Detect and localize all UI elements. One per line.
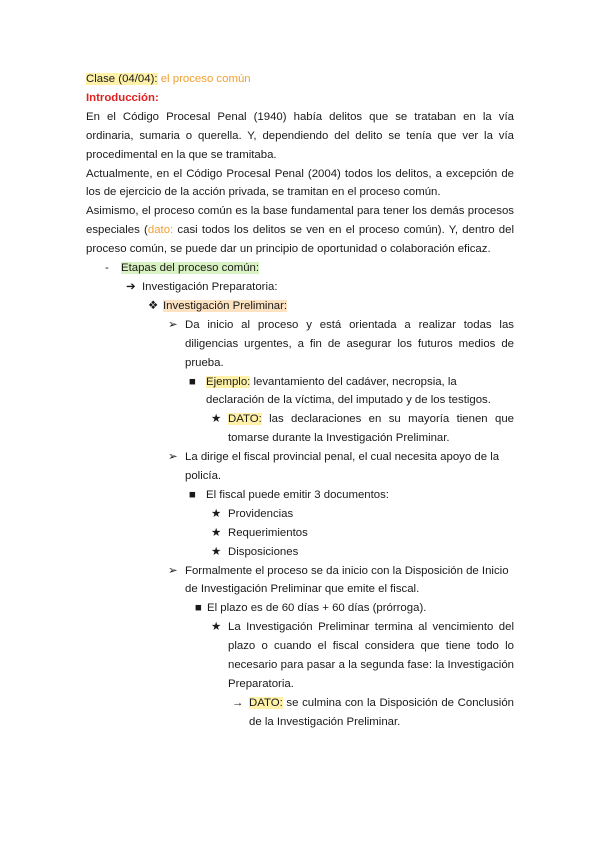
outline-point-2 (168, 448, 514, 486)
doc-item (211, 543, 514, 562)
document-page (86, 70, 514, 732)
square-icon: ■ (189, 488, 196, 501)
ejemplo-text: levantamiento del cadáver, necropsia, la declaración de la víctima, del imputado y de los testigos. (206, 375, 491, 407)
outline-ejemplo (189, 373, 514, 411)
doc-item-label: Requerimientos (228, 526, 308, 539)
dato-2-label: DATO: (249, 696, 283, 709)
dato-1-text: las declaraciones en su mayoría tienen que tomarse durante la Investigación Preliminar. (228, 413, 514, 445)
chevron-icon: ➢ (168, 318, 178, 331)
outline-point-1 (168, 316, 514, 373)
outline-termina (211, 618, 514, 694)
dash-bullet: - (105, 262, 109, 275)
class-label: Clase (04/04): (86, 73, 158, 85)
p3-before: Asimismo, el proceso común es la base fundamental para tener los demás procesos especiales ( (86, 205, 514, 237)
diamond-icon: ❖ (148, 299, 159, 312)
plazo-text: El plazo es de 60 días + 60 días (prórroga). (207, 602, 427, 615)
star-icon: ★ (211, 526, 222, 539)
outline-fiscal-docs (189, 486, 514, 505)
dato-2-text: se culmina con la Disposición de Conclusión de la Investigación Preliminar. (249, 696, 514, 728)
doc-item (211, 505, 514, 524)
outline-inv-preliminar (148, 297, 514, 316)
point-3-text: Formalmente el proceso se da inicio con la Disposición de Inicio de Investigación Preliminar que emite el fiscal. (185, 564, 509, 596)
dato-1-label: DATO: (228, 413, 262, 426)
outline-etapas (105, 259, 514, 278)
outline-inv-preparatoria (126, 278, 514, 297)
outline-plazo (195, 599, 514, 618)
ejemplo-label: Ejemplo: (206, 375, 251, 388)
intro-heading: Introducción: (86, 91, 159, 104)
doc-item-label: Providencias (228, 507, 294, 520)
point-1-text: Da inicio al proceso y está orientada a realizar todas las diligencias urgentes, a fin de asegurar los futuros medios de prueba. (185, 318, 514, 369)
intro-paragraph-2: Actualmente, en el Código Procesal Penal (2004) todos los delitos, a excepción de los de ejercicio de la acción privada, se tramitan en el proceso común. (86, 167, 514, 199)
etapas-label: Etapas del proceso común: (121, 262, 260, 275)
doc-item (211, 524, 514, 543)
star-icon: ★ (211, 621, 222, 634)
outline-point-3 (168, 562, 514, 600)
doc-item-label: Disposiciones (228, 545, 299, 558)
class-topic: el proceso común (160, 73, 251, 85)
square-icon: ■ (189, 375, 196, 388)
arrow-icon: ➔ (126, 280, 136, 293)
chevron-icon: ➢ (168, 564, 178, 577)
intro-paragraph-1: En el Código Procesal Penal (1940) había delitos que se trataban en la vía ordinaria, sumaria o querella. Y, dependiendo del delito se tenía que ver la vía procedimental en la que se tramitaba. (86, 110, 514, 161)
intro-paragraph-3 (86, 202, 514, 259)
star-icon: ★ (211, 545, 222, 558)
inv-preliminar-label: Investigación Preliminar: (163, 299, 288, 312)
p3-dato: dato: (147, 224, 174, 237)
outline-dato-2 (232, 694, 514, 732)
chevron-icon: ➢ (168, 451, 178, 464)
point-2-text: La dirige el fiscal provincial penal, el cual necesita apoyo de la policía. (185, 451, 500, 483)
inv-preparatoria-label: Investigación Preparatoria: (142, 280, 278, 293)
star-icon: ★ (211, 413, 222, 426)
p3-after: casi todos los delitos se ven en el proceso común). Y, dentro del proceso común, se puede dar un principio de oportunidad o colaboración eficaz. (86, 224, 515, 256)
outline-dato-1 (211, 410, 514, 448)
star-icon: ★ (211, 507, 222, 520)
termina-text: La Investigación Preliminar termina al vencimiento del plazo o cuando el fiscal considera que tiene todo lo necesario para pasar a la segunda fase: la Investigación Preparatoria. (228, 621, 514, 690)
right-arrow-icon: → (232, 696, 244, 709)
square-icon: ■ (195, 602, 202, 615)
class-title (86, 70, 514, 89)
fiscal-docs-text: El fiscal puede emitir 3 documentos: (206, 488, 389, 501)
